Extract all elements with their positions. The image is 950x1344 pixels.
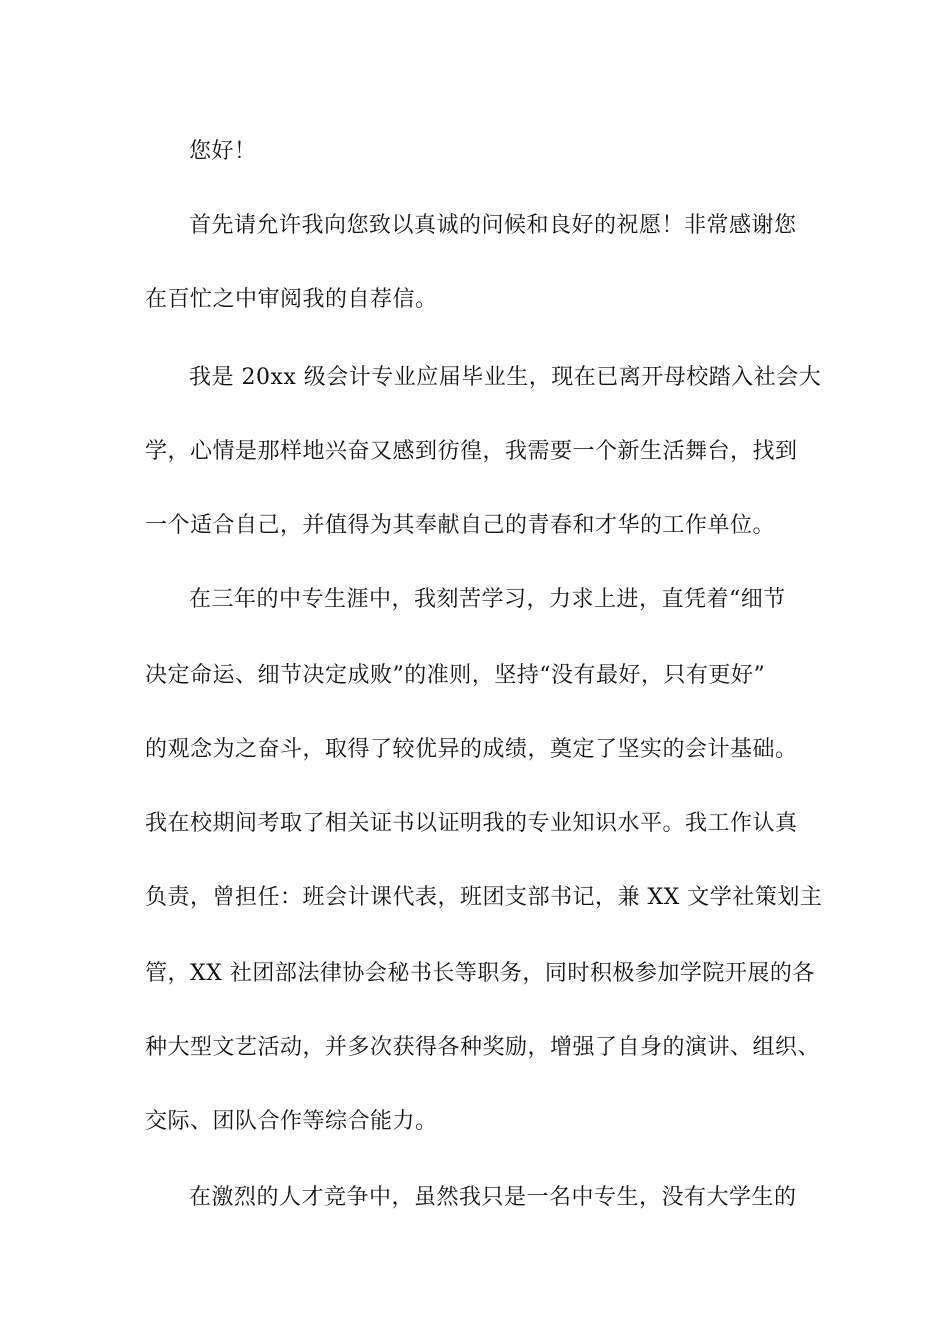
paragraph-line: 我是 20xx 级会计专业应届毕业生，现在已离开母校踏入社会大 (189, 365, 822, 390)
paragraph-line: 管，XX 社团部法律协会秘书长等职务，同时积极参加学院开展的各 (145, 961, 815, 986)
paragraph-line: 负责，曾担任：班会计课代表，班团支部书记，兼 XX 文学社策划主 (145, 885, 823, 910)
paragraph-line: 首先请允许我向您致以真诚的问候和良好的祝愿！非常感谢您 (189, 213, 797, 238)
paragraph-line: 在三年的中专生涯中，我刻苦学习，力求上进，直凭着“细节 (189, 587, 786, 612)
paragraph-line: 交际、团队合作等综合能力。 (145, 1109, 438, 1134)
paragraph-line: 在百忙之中审阅我的自荐信。 (145, 287, 438, 312)
paragraph-line: 种大型文艺活动，并多次获得各种奖励，增强了自身的演讲、组织、 (145, 1035, 821, 1060)
greeting-line: 您好！ (189, 139, 257, 164)
paragraph-line: 的观念为之奋斗，取得了较优异的成绩，奠定了坚实的会计基础。 (145, 737, 798, 762)
paragraph-line: 学，心情是那样地兴奋又感到彷徨，我需要一个新生活舞台，找到 (145, 439, 798, 464)
paragraph-line: 在激烈的人才竞争中，虽然我只是一名中专生，没有大学生的 (189, 1185, 797, 1210)
paragraph-line: 我在校期间考取了相关证书以证明我的专业知识水平。我工作认真 (145, 811, 798, 836)
paragraph-line: 决定命运、细节决定成败”的准则，坚持“没有最好，只有更好” (145, 663, 766, 688)
paragraph-line: 一个适合自己，并值得为其奉献自己的青春和才华的工作单位。 (145, 513, 776, 538)
